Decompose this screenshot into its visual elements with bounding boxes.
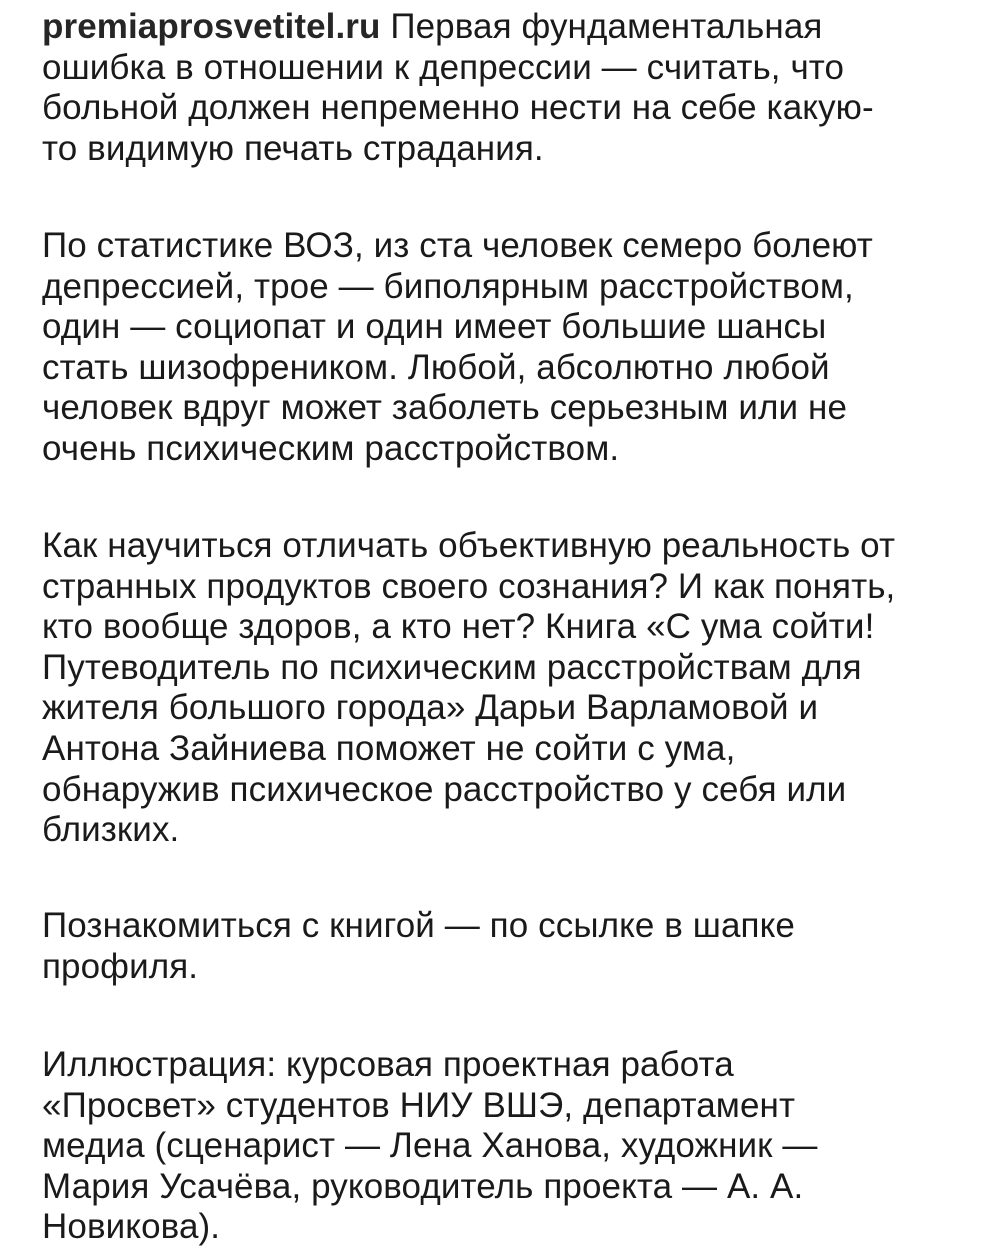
caption-line: то видимую печать страдания. bbox=[42, 128, 544, 168]
caption-paragraph-3 bbox=[42, 526, 895, 851]
caption-paragraph-5 bbox=[42, 1045, 818, 1248]
caption-line: депрессией, трое — биполярным расстройством, bbox=[42, 266, 854, 306]
caption-line: кто вообще здоров, а кто нет? Книга «С ума сойти! bbox=[42, 607, 875, 647]
caption-line: Новикова). bbox=[42, 1207, 221, 1247]
caption-line: человек вдруг может заболеть серьезным или не bbox=[42, 388, 848, 428]
caption-line: По статистике ВОЗ, из ста человек семеро болеют bbox=[42, 226, 873, 265]
caption-line: очень психическим расстройством. bbox=[42, 428, 620, 468]
caption-line: Антона Зайниева поможет не сойти с ума, bbox=[42, 728, 736, 768]
caption-line: близких. bbox=[42, 810, 180, 850]
caption-text: Первая фундаментальная bbox=[380, 7, 823, 46]
caption-line: жителя большого города» Дарьи Варламовой и bbox=[42, 688, 819, 728]
caption-paragraph-2 bbox=[42, 226, 873, 470]
caption-line: Познакомиться с книгой — по ссылке в шапке bbox=[42, 906, 795, 945]
caption-paragraph-4 bbox=[42, 906, 795, 987]
username-link[interactable]: premiaprosvetitel.ru bbox=[42, 7, 381, 46]
caption-line: обнаружив психическое расстройство у себя или bbox=[42, 769, 847, 809]
caption-line: медиа (сценарист — Лена Ханова, художник — bbox=[42, 1126, 818, 1166]
caption-line: Мария Усачёва, руководитель проекта — А. А. bbox=[42, 1166, 804, 1206]
caption-line: Иллюстрация: курсовая проектная работа bbox=[42, 1045, 734, 1084]
caption-line: Как научиться отличать объективную реальность от bbox=[42, 526, 896, 565]
caption-line: странных продуктов своего сознания? И как понять, bbox=[42, 566, 896, 606]
caption-line: один — социопат и один имеет большие шансы bbox=[42, 307, 827, 347]
caption-paragraph-1 bbox=[42, 7, 874, 169]
caption-line: «Просвет» студентов НИУ ВШЭ, департамент bbox=[42, 1085, 796, 1125]
caption-line: больной должен непременно нести на себе какую- bbox=[42, 88, 874, 128]
caption-line: Путеводитель по психическим расстройствам для bbox=[42, 647, 862, 687]
caption-line: ошибка в отношении к депрессии — считать, что bbox=[42, 47, 845, 87]
caption-line: стать шизофреником. Любой, абсолютно любой bbox=[42, 347, 830, 387]
caption-line bbox=[42, 7, 874, 48]
caption-line: профиля. bbox=[42, 946, 199, 986]
